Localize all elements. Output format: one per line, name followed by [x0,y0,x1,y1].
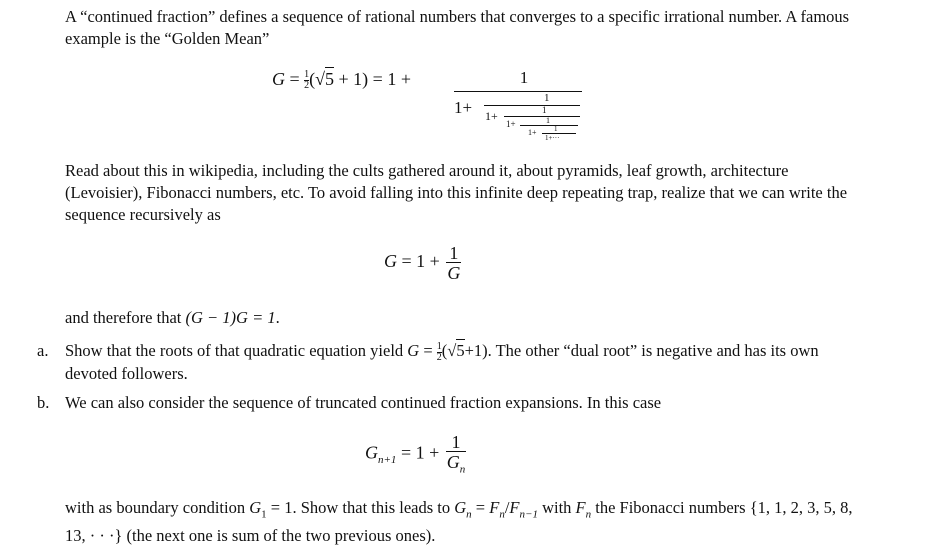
eq2-mid: = 1 + [397,251,445,272]
eq3-num: 1 [451,432,461,452]
eq3-mid: = 1 + [396,442,444,463]
eq1-lhs: G [272,69,285,89]
item-a-sqrt-close: +1) [464,341,488,360]
eq3-den-sub: n [459,463,466,476]
item-a-sqrt-arg: 5 [456,341,465,360]
cf-one-plus-3: 1+ [506,119,516,129]
therefore-paragraph [65,307,865,329]
item-b-text: We can also consider the sequence of truncated continued fraction expansions. In this case [65,393,662,412]
p4-m5-sub: n [585,508,592,521]
truncated-equation [365,433,468,476]
cf-numerator-2: 1 [544,92,550,104]
eq1-sqrt-open: (√ [309,69,326,89]
cf-one-plus-2: 1+ [485,109,498,123]
p4-m4-sub: n−1 [519,508,538,521]
item-a-eq: = [419,341,437,360]
item-a-text [65,340,865,385]
wikipedia-paragraph: Read about this in wikipedia, including the cults gathered around it, about pyramids, leaf growth, architecture (Levoisier), Fibonacci numbers, etc. To avoid falling into this infinite deep repeating trap, realize that we can write the sequence recursively as [65,161,848,224]
para3-prefix: and therefore that [65,308,186,327]
p4-m2-sub: n [466,508,472,521]
eq1-half-den: 2 [304,80,310,92]
eq3-den [446,451,467,476]
p4-t2: = 1. Show that this leads to [266,498,455,517]
cf-numerator-1: 1 [519,68,529,87]
cf-tail: 1+··· [545,134,560,142]
eq1-half-num: 1 [304,69,310,81]
eq3-den-g: G [446,452,460,472]
item-a-label: a. [37,341,49,360]
p4-m3-sub: n [499,508,505,521]
item-a-suffix: . The other “dual root” is negative and has its own devoted followers. [65,341,819,383]
cf-bar-4 [520,125,578,126]
eq2-lhs: G [384,251,397,272]
cf-one-plus-4: 1+ [528,128,537,137]
golden-mean-equation [272,70,411,91]
p4-m3: F [489,498,500,517]
cf-numerator-4: 1 [546,116,550,125]
item-b-label: b. [37,393,50,412]
p4-m4: F [509,498,520,517]
eq1-equals: = [285,69,305,89]
p4-m6: {1, 1, 2, 3, 5, 8, 13, · · ·} [65,498,853,546]
p4-t1: with as boundary condition [65,498,250,517]
eq3-lhs-sub: n+1 [378,454,397,467]
item-a-sqrt-open: (√ [441,341,457,360]
cf-bar-3 [504,116,580,117]
cf-bar-2 [484,105,580,106]
item-a-g: G [407,341,420,360]
item-a-prefix: Show that the roots of that quadratic equation yield [65,341,408,360]
cf-numerator-3: 1 [542,105,547,115]
p4-m2: G [454,498,467,517]
cf-one-plus-1: 1+ [454,98,473,117]
para3-math: (G − 1)G = 1 [185,308,276,327]
p4-t4: / [504,498,510,517]
p4-t6: the Fibonacci numbers [591,498,750,517]
p4-t7: (the next one is sum of the two previous ones). [122,526,436,546]
eq3-fraction [446,433,467,476]
p4-t3: = [471,498,490,517]
eq1-rest: + 1) = 1 + [334,69,411,89]
eq1-sqrt-arg: 5 [325,69,335,89]
continued-fraction [454,68,584,152]
p4-m1-sub: 1 [261,508,267,521]
para3-suffix: . [275,308,280,327]
eq2-num: 1 [449,243,459,263]
recursive-equation [384,244,463,282]
eq2-den: G [447,263,461,283]
p4-m5: F [575,498,586,517]
p4-m1: G [249,498,262,517]
eq3-lhs: G [365,442,378,463]
item-a-half-num: 1 [436,340,442,352]
eq2-fraction [446,244,461,282]
item-a-half-den: 2 [436,351,442,363]
boundary-paragraph [65,497,877,547]
intro-paragraph: A “continued fraction” defines a sequence of rational numbers that converges to a specific irrational number. A famous example is the “Golden Mean” [65,7,850,48]
cf-numerator-5: 1 [554,125,558,133]
p4-t5: with [537,498,576,517]
